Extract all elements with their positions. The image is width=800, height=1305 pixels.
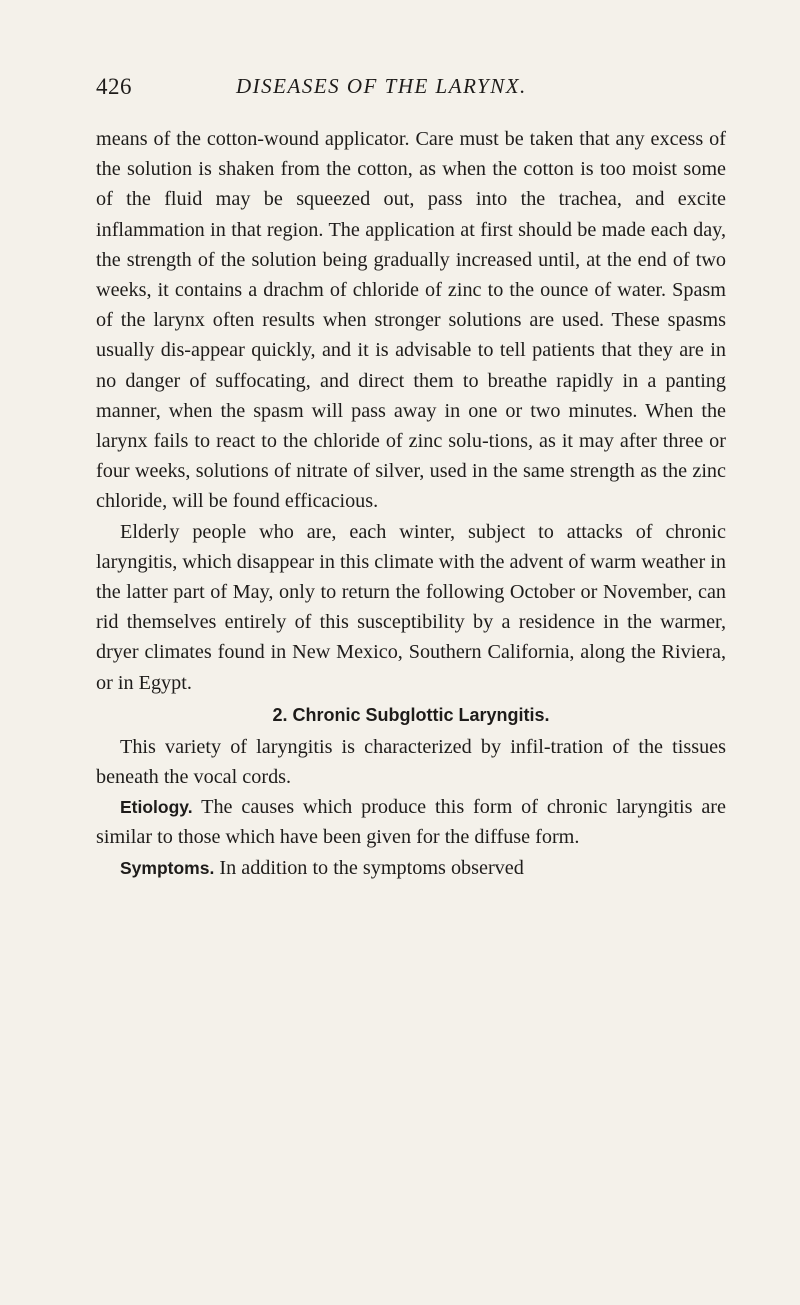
page-number: 426	[96, 74, 132, 99]
running-title: DISEASES OF THE LARYNX.	[236, 74, 527, 98]
paragraph-etiology	[96, 792, 726, 852]
symptoms-label: Symptoms.	[120, 857, 215, 878]
etiology-label: Etiology.	[120, 797, 193, 818]
section-heading: 2. Chronic Subglottic Laryngitis.	[272, 704, 550, 725]
paragraph-symptoms	[96, 853, 726, 883]
running-head	[96, 74, 724, 108]
symptoms-text: In addition to the symptoms observed	[219, 856, 524, 879]
body-text	[96, 124, 726, 883]
paragraph-elderly-people: Elderly people who are, each winter, subject to attacks of chronic laryngitis, which disappear in this climate with the advent of warm weather in the latter part of May, only to return the following October or November, can rid themselves entirely of this susceptibility by a residence in the warmer, dryer climates found in New Mexico, Southern California, along the Riviera, or in Egypt.	[96, 520, 726, 694]
paragraph-definition: This variety of laryngitis is characterized by infil-tration of the tissues beneath the vocal cords.	[96, 735, 726, 789]
etiology-text: The causes which produce this form of chronic laryngitis are similar to those which have been given for the diffuse form.	[96, 796, 726, 849]
paragraph-continued: means of the cotton-wound applicator. Care must be taken that any excess of the solution is shaken from the cotton, as when the cotton is too moist some of the fluid may be squeezed out, pass into the trachea, and excite inflammation in that region. The application at first should be made each day, the strength of the solution being gradually increased until, at the end of two weeks, it contains a drachm of chloride of zinc to the ounce of water. Spasm of the larynx often results when stronger solutions are used. These spasms usually dis-appear quickly, and it is advisable to tell patients that they are in no danger of suffocating, and direct them to breathe rapidly in a panting manner, when the spasm will pass away in one or two minutes. When the larynx fails to react to the chloride of zinc solu-tions, as it may after three or four weeks, solutions of nitrate of silver, used in the same strength as the zinc chloride, will be found efficacious.	[96, 128, 726, 513]
